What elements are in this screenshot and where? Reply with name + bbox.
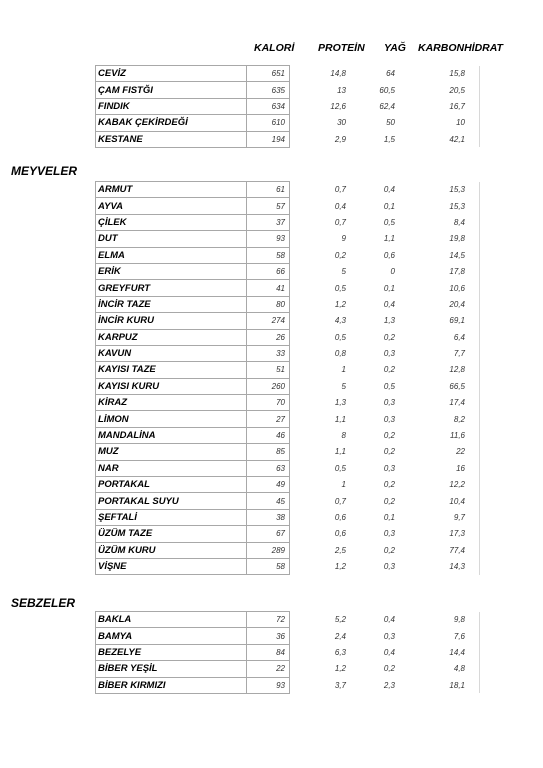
karbonhidrat-value: 10,6 — [449, 283, 465, 293]
kalori-value: 27 — [247, 411, 290, 427]
row-edge-divider — [473, 82, 480, 98]
yag-value: 0,1 — [383, 283, 395, 293]
row-edge-divider — [473, 558, 480, 574]
food-name: ÇAM FISTĞI — [96, 82, 247, 98]
kalori-value: 260 — [247, 378, 290, 394]
protein-value: 0,2 — [334, 250, 346, 260]
karbonhidrat-value: 15,8 — [449, 69, 465, 79]
karbonhidrat-value: 17,3 — [449, 529, 465, 539]
kalori-value: 41 — [247, 280, 290, 296]
protein-value: 1 — [341, 365, 346, 375]
karbonhidrat-value: 7,6 — [453, 631, 465, 641]
protein-value: 2,9 — [334, 134, 346, 144]
row-edge-divider — [473, 247, 480, 263]
table-row — [96, 542, 480, 558]
protein-value: 2,4 — [334, 631, 346, 641]
table-row — [96, 628, 480, 644]
karbonhidrat-value: 22 — [456, 447, 465, 457]
yag-value: 0,4 — [383, 647, 395, 657]
table-row — [96, 362, 480, 378]
table-row — [96, 509, 480, 525]
yag-value: 0,3 — [383, 398, 395, 408]
table-row — [96, 214, 480, 230]
header-yag: YAĞ — [384, 42, 406, 54]
protein-value: 0,5 — [334, 332, 346, 342]
kalori-value: 63 — [247, 460, 290, 476]
yag-value: 0,3 — [383, 562, 395, 572]
kalori-value: 46 — [247, 427, 290, 443]
yag-value: 0,2 — [383, 480, 395, 490]
table-row — [96, 82, 480, 98]
protein-value: 4,3 — [334, 316, 346, 326]
row-edge-divider — [473, 182, 480, 198]
yag-value: 1,3 — [383, 316, 395, 326]
protein-value: 0,8 — [334, 349, 346, 359]
protein-value: 0,6 — [334, 513, 346, 522]
kalori-value: 194 — [247, 131, 290, 147]
protein-value: 13 — [337, 85, 346, 95]
karbonhidrat-value: 6,4 — [453, 332, 465, 342]
table-row — [96, 493, 480, 509]
karbonhidrat-value: 16,7 — [449, 101, 465, 111]
yag-value: 0,4 — [383, 299, 395, 309]
yag-value: 0,1 — [383, 513, 395, 522]
food-name: MUZ — [96, 444, 247, 460]
karbonhidrat-value: 16 — [456, 463, 465, 473]
table-row — [96, 182, 480, 198]
table-row — [96, 644, 480, 660]
yag-value: 1,1 — [383, 234, 395, 244]
yag-value: 60,5 — [379, 85, 395, 95]
section-title-vegetables: SEBZELER — [11, 596, 76, 610]
kalori-value: 93 — [247, 231, 290, 247]
yag-value: 62,4 — [379, 101, 395, 111]
food-name: BİBER KIRMIZI — [96, 677, 247, 693]
row-edge-divider — [473, 542, 480, 558]
row-edge-divider — [473, 362, 480, 378]
kalori-value: 66 — [247, 263, 290, 279]
table-row — [96, 444, 480, 460]
yag-value: 0,2 — [383, 496, 395, 506]
karbonhidrat-value: 8,4 — [453, 217, 465, 227]
table-row — [96, 313, 480, 329]
kalori-value: 610 — [247, 115, 290, 131]
row-edge-divider — [473, 214, 480, 230]
row-edge-divider — [473, 644, 480, 660]
food-name: İNCİR TAZE — [96, 296, 247, 312]
vegetables-table — [95, 611, 480, 694]
karbonhidrat-value: 42,1 — [449, 134, 465, 144]
kalori-value: 274 — [247, 313, 290, 329]
table-row — [96, 98, 480, 114]
protein-value: 1 — [341, 480, 346, 490]
protein-value: 9 — [341, 234, 346, 244]
yag-value: 0,1 — [383, 201, 395, 211]
food-name: BEZELYE — [96, 644, 247, 660]
row-edge-divider — [473, 427, 480, 443]
food-name: KARPUZ — [96, 329, 247, 345]
karbonhidrat-value: 20,4 — [449, 299, 465, 309]
header-protein: PROTEİN — [318, 42, 365, 54]
karbonhidrat-value: 10 — [456, 118, 465, 128]
protein-value: 1,1 — [334, 414, 346, 424]
protein-value: 3,7 — [334, 680, 346, 690]
food-name: BAKLA — [96, 612, 247, 628]
row-edge-divider — [473, 263, 480, 279]
karbonhidrat-value: 19,8 — [449, 234, 465, 244]
kalori-value: 58 — [247, 558, 290, 574]
protein-value: 0,7 — [334, 185, 346, 195]
yag-value: 0,6 — [383, 250, 395, 260]
fruits-table — [95, 181, 480, 575]
kalori-value: 26 — [247, 329, 290, 345]
row-edge-divider — [473, 345, 480, 361]
table-row — [96, 558, 480, 574]
table-row — [96, 263, 480, 279]
row-edge-divider — [473, 98, 480, 114]
yag-value: 0,4 — [383, 185, 395, 195]
karbonhidrat-value: 14,4 — [449, 647, 465, 657]
protein-value: 0,6 — [334, 529, 346, 539]
protein-value: 1,3 — [334, 398, 346, 408]
karbonhidrat-value: 10,4 — [449, 496, 465, 506]
karbonhidrat-value: 17,4 — [449, 398, 465, 408]
yag-value: 0,3 — [383, 631, 395, 641]
protein-value: 0,5 — [334, 463, 346, 473]
row-edge-divider — [473, 66, 480, 82]
table-row — [96, 460, 480, 476]
row-edge-divider — [473, 115, 480, 131]
food-name: KESTANE — [96, 131, 247, 147]
yag-value: 0,4 — [383, 615, 395, 625]
table-row — [96, 477, 480, 493]
kalori-value: 38 — [247, 509, 290, 525]
row-edge-divider — [473, 395, 480, 411]
row-edge-divider — [473, 378, 480, 394]
protein-value: 0,7 — [334, 496, 346, 506]
table-row — [96, 247, 480, 263]
food-name: ELMA — [96, 247, 247, 263]
karbonhidrat-value: 14,5 — [449, 250, 465, 260]
protein-value: 2,5 — [334, 545, 346, 555]
kalori-value: 651 — [247, 66, 290, 82]
food-name: LİMON — [96, 411, 247, 427]
row-edge-divider — [473, 131, 480, 147]
row-edge-divider — [473, 628, 480, 644]
kalori-value: 84 — [247, 644, 290, 660]
row-edge-divider — [473, 444, 480, 460]
protein-value: 1,2 — [334, 562, 346, 572]
kalori-value: 70 — [247, 395, 290, 411]
karbonhidrat-value: 69,1 — [449, 316, 465, 326]
yag-value: 0,3 — [383, 349, 395, 359]
yag-value: 2,3 — [383, 680, 395, 690]
nuts-table — [95, 65, 480, 148]
karbonhidrat-value: 20,5 — [449, 85, 465, 95]
food-name: AYVA — [96, 198, 247, 214]
row-edge-divider — [473, 493, 480, 509]
row-edge-divider — [473, 677, 480, 693]
row-edge-divider — [473, 477, 480, 493]
food-name: GREYFURT — [96, 280, 247, 296]
kalori-value: 36 — [247, 628, 290, 644]
table-row — [96, 427, 480, 443]
food-name: KAVUN — [96, 345, 247, 361]
kalori-value: 37 — [247, 214, 290, 230]
row-edge-divider — [473, 661, 480, 677]
food-name: NAR — [96, 460, 247, 476]
table-row — [96, 231, 480, 247]
karbonhidrat-value: 7,7 — [453, 349, 465, 359]
table-row — [96, 661, 480, 677]
protein-value: 6,3 — [334, 647, 346, 657]
karbonhidrat-value: 4,8 — [453, 664, 465, 674]
kalori-value: 61 — [247, 182, 290, 198]
food-name: DUT — [96, 231, 247, 247]
table-row — [96, 378, 480, 394]
protein-value: 14,8 — [330, 69, 346, 79]
yag-value: 0,3 — [383, 414, 395, 424]
yag-value: 50 — [386, 118, 395, 128]
yag-value: 0,5 — [383, 217, 395, 227]
food-name: ERİK — [96, 263, 247, 279]
yag-value: 0,2 — [383, 332, 395, 342]
food-name: CEVİZ — [96, 66, 247, 82]
row-edge-divider — [473, 198, 480, 214]
table-row — [96, 411, 480, 427]
kalori-value: 93 — [247, 677, 290, 693]
table-row — [96, 345, 480, 361]
food-name: ARMUT — [96, 182, 247, 198]
kalori-value: 49 — [247, 477, 290, 493]
karbonhidrat-value: 9,8 — [453, 615, 465, 625]
yag-value: 0 — [390, 267, 395, 277]
karbonhidrat-value: 77,4 — [449, 545, 465, 555]
kalori-value: 72 — [247, 612, 290, 628]
protein-value: 1,1 — [334, 447, 346, 457]
kalori-value: 33 — [247, 345, 290, 361]
kalori-value: 58 — [247, 247, 290, 263]
kalori-value: 22 — [247, 661, 290, 677]
protein-value: 5 — [341, 381, 346, 391]
protein-value: 0,7 — [334, 217, 346, 227]
kalori-value: 634 — [247, 98, 290, 114]
karbonhidrat-value: 11,6 — [450, 431, 465, 441]
table-row — [96, 66, 480, 82]
table-row — [96, 395, 480, 411]
food-name: ÇİLEK — [96, 214, 247, 230]
food-name: KAYISI KURU — [96, 378, 247, 394]
protein-value: 30 — [337, 118, 346, 128]
kalori-value: 85 — [247, 444, 290, 460]
row-edge-divider — [473, 313, 480, 329]
yag-value: 0,3 — [383, 463, 395, 473]
karbonhidrat-value: 66,5 — [449, 381, 465, 391]
table-row — [96, 329, 480, 345]
yag-value: 0,2 — [383, 545, 395, 555]
row-edge-divider — [473, 509, 480, 525]
food-name: ÜZÜM TAZE — [96, 526, 247, 542]
food-name: FINDIK — [96, 98, 247, 114]
row-edge-divider — [473, 280, 480, 296]
yag-value: 0,2 — [383, 431, 395, 441]
yag-value: 0,2 — [383, 365, 395, 375]
row-edge-divider — [473, 329, 480, 345]
section-title-fruits: MEYVELER — [11, 164, 78, 178]
row-edge-divider — [473, 296, 480, 312]
karbonhidrat-value: 12,8 — [449, 365, 465, 375]
food-name: PORTAKAL — [96, 477, 247, 493]
karbonhidrat-value: 18,1 — [449, 680, 465, 690]
food-name: MANDALİNA — [96, 427, 247, 443]
row-edge-divider — [473, 526, 480, 542]
protein-value: 0,5 — [334, 283, 346, 293]
table-row — [96, 296, 480, 312]
food-name: BAMYA — [96, 628, 247, 644]
table-row — [96, 612, 480, 628]
karbonhidrat-value: 12,2 — [449, 480, 465, 490]
karbonhidrat-value: 15,3 — [449, 185, 465, 195]
food-name: İNCİR KURU — [96, 313, 247, 329]
row-edge-divider — [473, 612, 480, 628]
row-edge-divider — [473, 460, 480, 476]
karbonhidrat-value: 17,8 — [449, 267, 465, 277]
protein-value: 1,2 — [334, 299, 346, 309]
karbonhidrat-value: 15,3 — [449, 201, 465, 211]
kalori-value: 57 — [247, 198, 290, 214]
kalori-value: 45 — [247, 493, 290, 509]
food-name: KİRAZ — [96, 395, 247, 411]
kalori-value: 289 — [247, 542, 290, 558]
table-row — [96, 280, 480, 296]
food-name: ÜZÜM KURU — [96, 542, 247, 558]
karbonhidrat-value: 8,2 — [453, 414, 465, 424]
protein-value: 5 — [341, 267, 346, 277]
protein-value: 1,2 — [334, 664, 346, 674]
yag-value: 64 — [386, 69, 395, 79]
column-headers — [0, 42, 543, 56]
karbonhidrat-value: 9,7 — [453, 513, 465, 522]
food-name: BİBER YEŞİL — [96, 661, 247, 677]
table-row — [96, 131, 480, 147]
karbonhidrat-value: 14,3 — [449, 562, 465, 572]
yag-value: 0,5 — [383, 381, 395, 391]
table-row — [96, 526, 480, 542]
food-name: PORTAKAL SUYU — [96, 493, 247, 509]
protein-value: 5,2 — [334, 615, 346, 625]
kalori-value: 80 — [247, 296, 290, 312]
kalori-value: 635 — [247, 82, 290, 98]
protein-value: 12,6 — [330, 101, 346, 111]
protein-value: 0,4 — [334, 201, 346, 211]
table-row — [96, 198, 480, 214]
table-row — [96, 115, 480, 131]
row-edge-divider — [473, 231, 480, 247]
yag-value: 0,2 — [383, 447, 395, 457]
header-kalori: KALORİ — [254, 42, 295, 54]
yag-value: 1,5 — [383, 134, 395, 144]
row-edge-divider — [473, 411, 480, 427]
kalori-value: 67 — [247, 526, 290, 542]
kalori-value: 51 — [247, 362, 290, 378]
header-karbonhidrat: KARBONHİDRAT — [418, 42, 503, 54]
food-name: KAYISI TAZE — [96, 362, 247, 378]
food-name: KABAK ÇEKİRDEĞİ — [96, 115, 247, 131]
food-name: ŞEFTALİ — [96, 509, 247, 525]
table-row — [96, 677, 480, 693]
yag-value: 0,3 — [383, 529, 395, 539]
food-name: VİŞNE — [96, 558, 247, 574]
yag-value: 0,2 — [383, 664, 395, 674]
protein-value: 8 — [341, 431, 346, 441]
